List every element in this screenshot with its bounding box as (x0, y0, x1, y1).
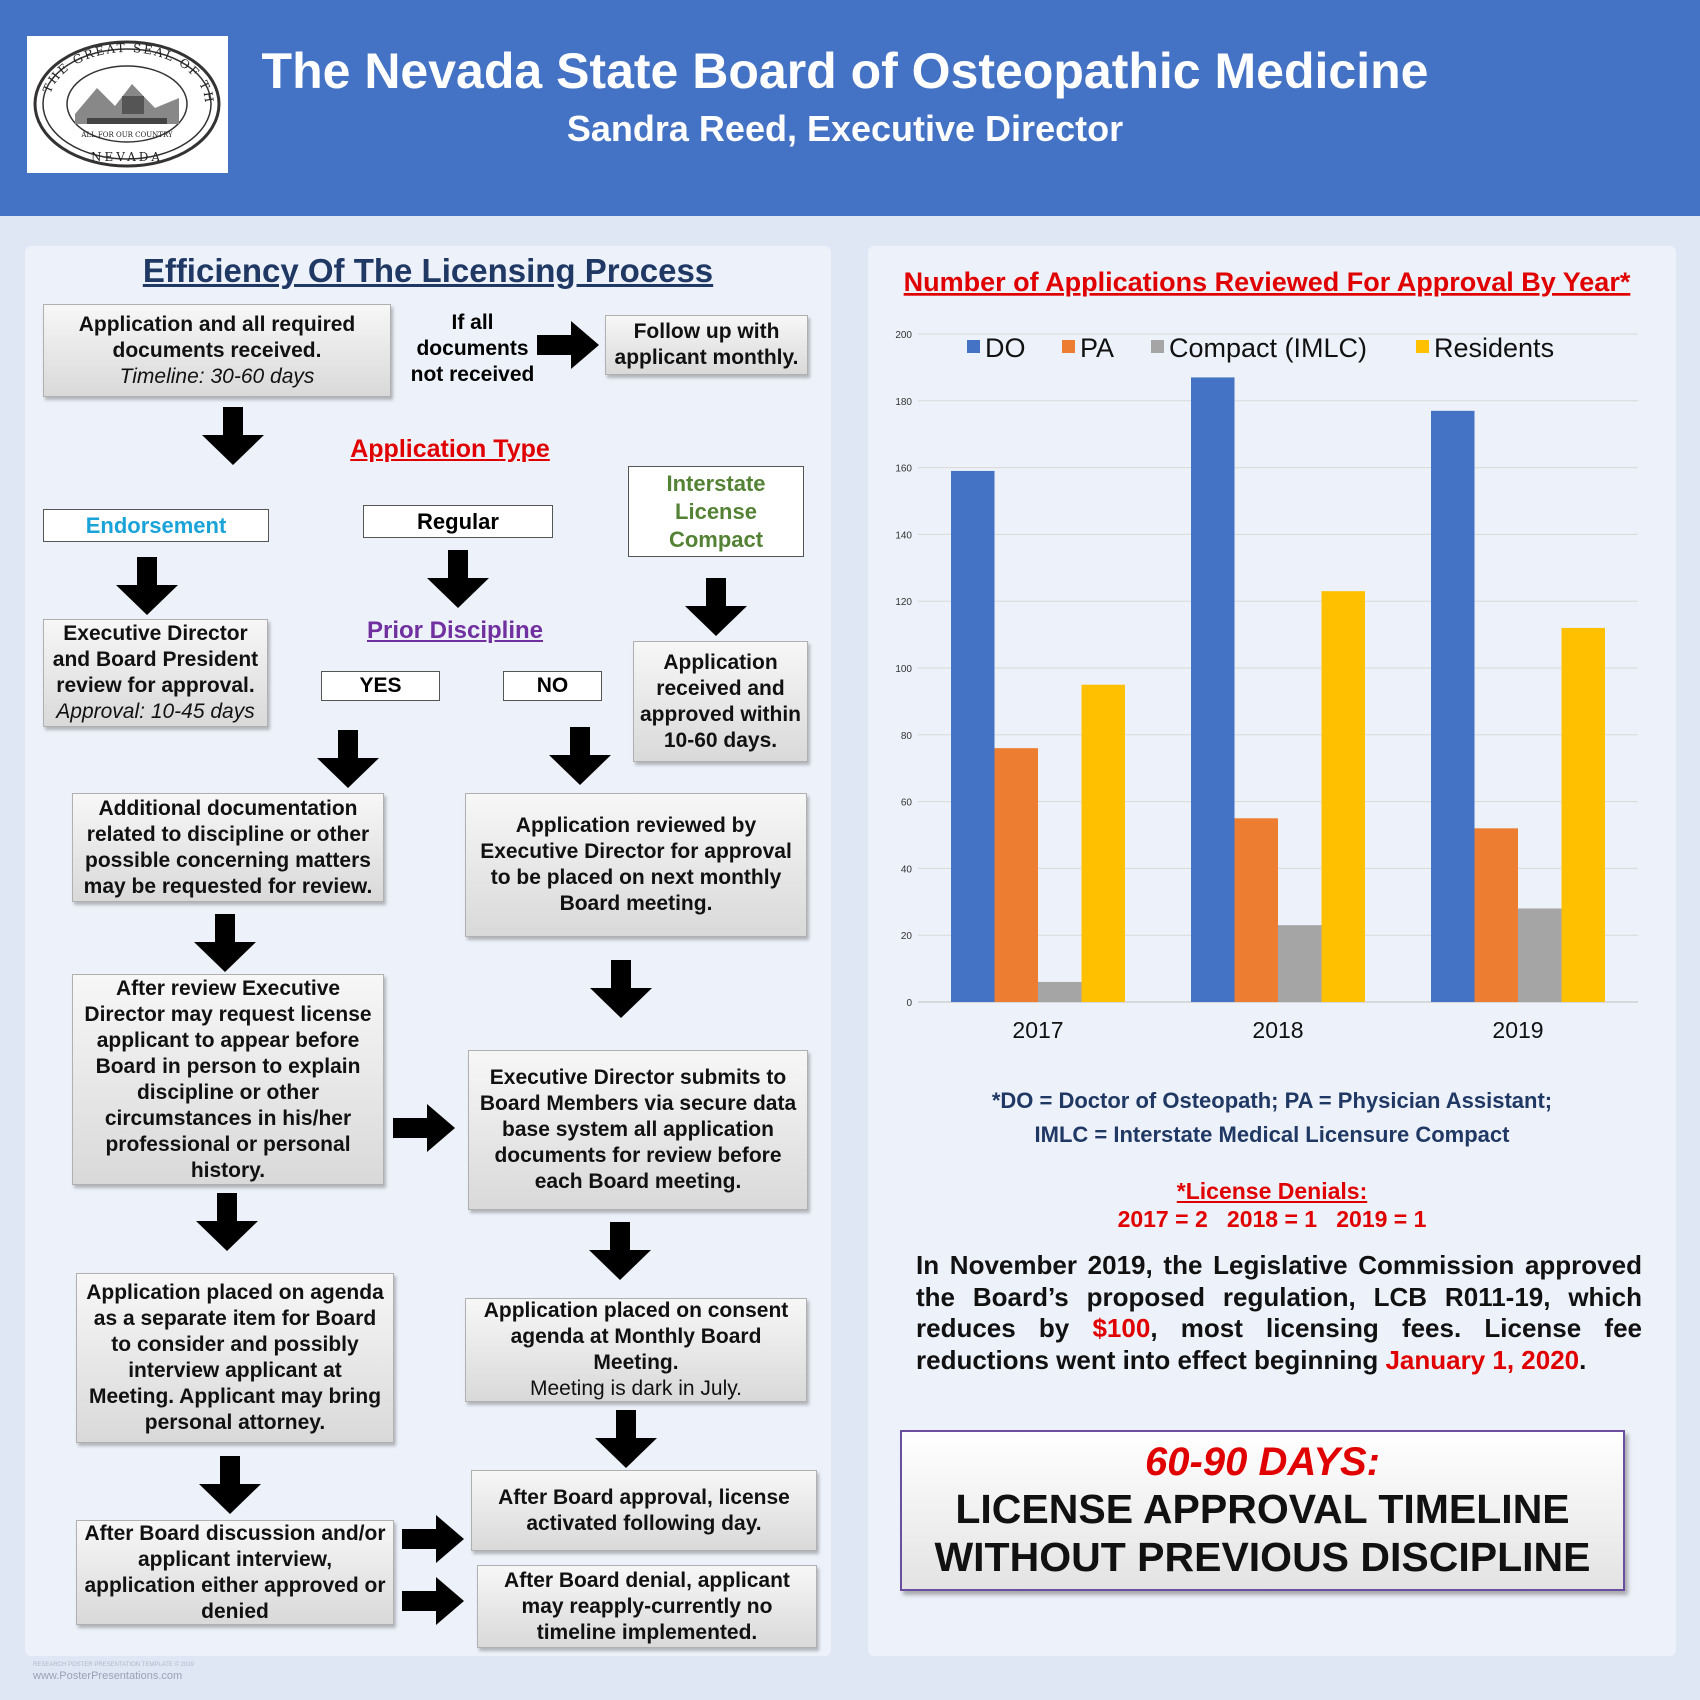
regular-label: Regular (363, 505, 553, 538)
bar-do-2018 (1191, 377, 1235, 1002)
after-approval-box: After Board approval, license activated following day. (471, 1470, 817, 1551)
poster-title: The Nevada State Board of Osteopathic Medicine (261, 43, 1429, 99)
not-received-text: If all documents not received (410, 311, 535, 386)
legend-swatch (1062, 340, 1075, 353)
arrow-down-to-discussion (199, 1456, 261, 1514)
x-tick-label: 2017 (1012, 1017, 1064, 1043)
y-tick-label: 80 (900, 730, 912, 742)
paragraph-part-b: , most licensing fees. License fee reductions went into effect beginning (916, 1313, 1643, 1375)
legend-label: Residents (1434, 333, 1555, 363)
footnote-line-1: *DO = Doctor of Osteopath; PA = Physician Assistant; (991, 1088, 1553, 1113)
consent-agenda-box (465, 1298, 807, 1402)
legend-swatch (1416, 340, 1429, 353)
y-tick-label: 200 (895, 330, 912, 341)
ed-submits-box: Executive Director submits to Board Members via secure data base system all application documents for review before each Board meeting. (468, 1050, 808, 1210)
after-review-box: After review Executive Director may request license applicant to appear before Board in person to explain discipline or other circumstances in his/her professional or personal history. (72, 974, 384, 1185)
legend-label: PA (1080, 333, 1115, 363)
ed-review-box: Application reviewed by Executive Director for approval to be placed on next monthly Board meeting. (465, 793, 807, 937)
legend-swatch (967, 340, 980, 353)
seal-motto: ALL FOR OUR COUNTRY (81, 131, 173, 139)
arrow-down-after-review (196, 1193, 258, 1251)
denials-title: *License Denials: (1176, 1178, 1368, 1204)
consent-agenda-text: Application placed on consent agenda at Monthly Board Meeting. (483, 1299, 789, 1374)
seal-text-top: THE GREAT SEAL OF TH (40, 40, 217, 106)
callout-line-2: WITHOUT PREVIOUS DISCIPLINE (934, 1534, 1591, 1580)
follow-up-box: Follow up with applicant monthly. (605, 315, 808, 375)
legend-swatch (1151, 340, 1164, 353)
callout-days: 60-90 DAYS: (1145, 1440, 1380, 1484)
endorsement-label: Endorsement (43, 509, 269, 542)
bar-compact-imlc--2019 (1518, 908, 1562, 1002)
y-tick-label: 0 (906, 998, 912, 1009)
timeline-callout (900, 1430, 1625, 1591)
x-tick-label: 2019 (1492, 1017, 1544, 1043)
interstate-approval-box: Application received and approved within 10-60 days. (633, 641, 808, 762)
no-label: NO (503, 671, 602, 701)
separate-item-box: Application placed on agenda as a separate item for Board to consider and possibly interview applicant at Meeting. Applicant may bring personal attorney. (76, 1273, 394, 1443)
interstate-label: Interstate License Compact (628, 466, 804, 557)
y-tick-label: 120 (895, 597, 912, 609)
y-tick-label: 20 (900, 931, 912, 943)
received-text: Application and all required documents received. (78, 312, 356, 362)
paragraph-end: . (1579, 1344, 1587, 1375)
consent-agenda-note: Meeting is dark in July. (529, 1377, 743, 1400)
callout-line-1: LICENSE APPROVAL TIMELINE (955, 1486, 1570, 1532)
after-denial-box: After Board denial, applicant may reapply-currently no timeline implemented. (477, 1565, 817, 1648)
arrow-down-to-approval (595, 1410, 657, 1468)
bar-residents-2018 (1322, 591, 1366, 1002)
y-tick-label: 100 (895, 664, 912, 675)
arrow-right-to-submit (393, 1104, 455, 1152)
additional-docs-box: Additional documentation related to discipline or other possible concerning matters may be requested for review. (72, 793, 384, 902)
y-tick-label: 40 (900, 864, 912, 876)
received-timeline: Timeline: 30-60 days (119, 364, 315, 388)
prior-discipline-heading: Prior Discipline (366, 617, 544, 644)
arrow-right-to-approval (402, 1515, 464, 1563)
seal-text-bottom: NEVADA (90, 150, 164, 164)
bar-pa-2018 (1235, 818, 1279, 1002)
template-credit: RESEARCH POSTER PRESENTATION TEMPLATE © 2019 (33, 1662, 195, 1668)
paragraph-part-a: In November 2019, the Legislative Commission approved the Board’s proposed regulation, LCB R011-19, which reduces by (916, 1250, 1642, 1343)
application-type-heading: Application Type (350, 435, 550, 463)
y-tick-label: 180 (895, 396, 912, 408)
bar-do-2019 (1431, 411, 1475, 1002)
arrow-right-to-denial (402, 1577, 464, 1625)
bar-compact-imlc--2018 (1278, 925, 1322, 1002)
poster-credit: www.PosterPresentations.com (33, 1670, 183, 1682)
arrow-down-to-consent (589, 1222, 651, 1280)
y-tick-label: 140 (895, 530, 912, 542)
denials-values: 2017 = 2 2018 = 1 2019 = 1 (1117, 1206, 1427, 1232)
process-heading: Efficiency Of The Licensing Process (142, 252, 714, 289)
bar-do-2017 (951, 471, 995, 1002)
x-tick-label: 2018 (1252, 1017, 1304, 1043)
y-tick-label: 160 (895, 463, 912, 475)
after-discussion-box: After Board discussion and/or applicant interview, application either approved or denied (76, 1520, 394, 1625)
legend-label: Compact (IMLC) (1169, 333, 1368, 363)
legend-label: DO (985, 333, 1026, 363)
endorsement-timeline: Approval: 10-45 days (56, 700, 255, 723)
effective-date: January 1, 2020 (1385, 1344, 1580, 1375)
endorsement-review-text: Executive Director and Board President review for approval. (52, 622, 259, 697)
bar-residents-2019 (1562, 628, 1606, 1002)
yes-label: YES (321, 671, 440, 701)
fee-reduction-paragraph (916, 1250, 1642, 1376)
bar-pa-2019 (1475, 828, 1519, 1002)
y-tick-label: 60 (900, 797, 912, 809)
bar-compact-imlc--2017 (1038, 982, 1082, 1002)
poster-subtitle: Sandra Reed, Executive Director (566, 108, 1124, 149)
fee-amount: $100 (1092, 1313, 1151, 1343)
footnote-line-2: IMLC = Interstate Medical Licensure Compact (1034, 1122, 1510, 1147)
bar-pa-2017 (995, 748, 1039, 1002)
bar-residents-2017 (1082, 685, 1126, 1002)
chart-title: Number of Applications Reviewed For Approval By Year* (903, 267, 1631, 297)
